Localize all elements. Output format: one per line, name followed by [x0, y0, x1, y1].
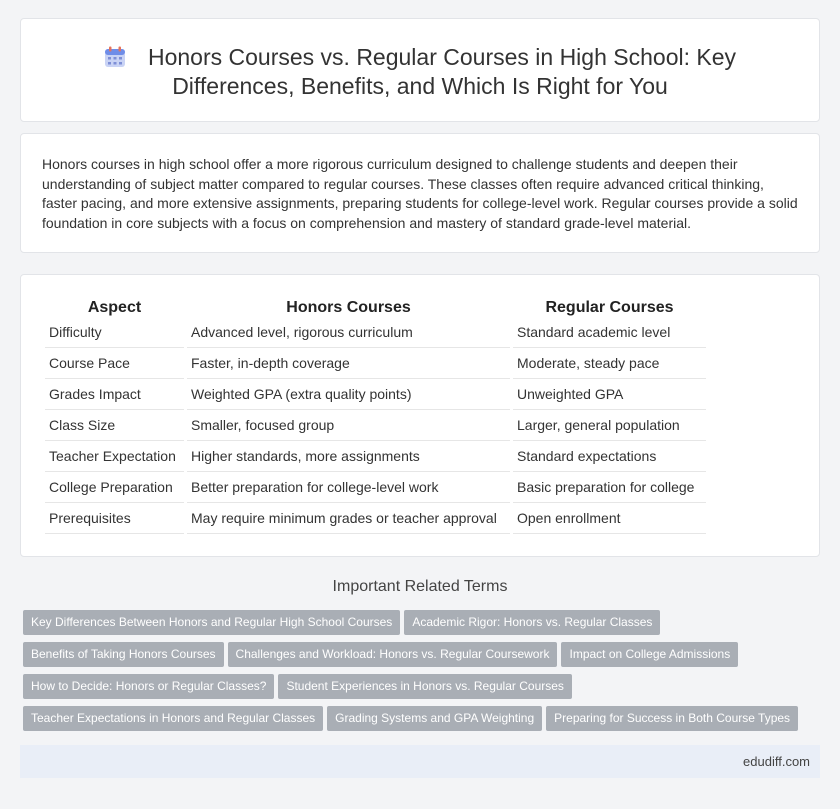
- related-term-link[interactable]: Teacher Expectations in Honors and Regular Classes: [23, 706, 323, 731]
- intro-card: [20, 133, 820, 253]
- intro-text: Honors courses in high school offer a more rigorous curriculum designed to challenge students and deepen their understanding of subject matter compared to regular courses. These classes often require advanced critical thinking, faster pacing, and more extensive assignments, preparing students for college-level work. Regular courses provide a solid foundation in core subjects with a focus on comprehension and mastery of standard grade-level material.: [42, 156, 798, 231]
- table-cell: Standard academic level: [513, 317, 706, 348]
- related-term-link[interactable]: Benefits of Taking Honors Courses: [23, 642, 224, 667]
- footer: [20, 745, 820, 778]
- table-row: [45, 348, 706, 379]
- related-terms-title: Important Related Terms: [332, 578, 508, 595]
- table-cell: Moderate, steady pace: [513, 348, 706, 379]
- table-row: [45, 503, 706, 534]
- comparison-table: [42, 296, 709, 534]
- table-cell: Advanced level, rigorous curriculum: [187, 317, 510, 348]
- table-cell: Grades Impact: [45, 379, 184, 410]
- table-cell: Unweighted GPA: [513, 379, 706, 410]
- related-term-link[interactable]: Student Experiences in Honors vs. Regular Courses: [278, 674, 571, 699]
- table-cell: Weighted GPA (extra quality points): [187, 379, 510, 410]
- related-term-link[interactable]: Grading Systems and GPA Weighting: [327, 706, 542, 731]
- table-row: [45, 441, 706, 472]
- table-cell: Basic preparation for college: [513, 472, 706, 503]
- table-cell: May require minimum grades or teacher approval: [187, 503, 510, 534]
- header-card: [20, 18, 820, 122]
- table-header-aspect: Aspect: [87, 298, 142, 316]
- table-cell: Higher standards, more assignments: [187, 441, 510, 472]
- page-title-wrap: [61, 43, 779, 101]
- comparison-card: [20, 274, 820, 557]
- table-cell: Smaller, focused group: [187, 410, 510, 441]
- table-row: [45, 317, 706, 348]
- table-cell: Faster, in-depth coverage: [187, 348, 510, 379]
- table-cell: Larger, general population: [513, 410, 706, 441]
- table-cell: Course Pace: [45, 348, 184, 379]
- related-term-link[interactable]: Key Differences Between Honors and Regular High School Courses: [23, 610, 400, 635]
- table-cell: Better preparation for college-level work: [187, 472, 510, 503]
- related-terms-list: [23, 610, 823, 738]
- calendar-icon: [104, 46, 126, 68]
- table-cell: College Preparation: [45, 472, 184, 503]
- page-title: Honors Courses vs. Regular Courses in High School: Key Differences, Benefits, and Which Is Right for You: [147, 44, 737, 99]
- table-cell: Teacher Expectation: [45, 441, 184, 472]
- related-term-link[interactable]: Impact on College Admissions: [561, 642, 738, 667]
- table-cell: Class Size: [45, 410, 184, 441]
- table-header-honors: Honors Courses: [286, 298, 411, 316]
- related-term-link[interactable]: How to Decide: Honors or Regular Classes?: [23, 674, 274, 699]
- footer-site[interactable]: edudiff.com: [743, 754, 810, 769]
- table-cell: Prerequisites: [45, 503, 184, 534]
- table-cell: Standard expectations: [513, 441, 706, 472]
- table-cell: Open enrollment: [513, 503, 706, 534]
- table-row: [45, 472, 706, 503]
- related-term-link[interactable]: Preparing for Success in Both Course Types: [546, 706, 798, 731]
- related-term-link[interactable]: Challenges and Workload: Honors vs. Regular Coursework: [228, 642, 558, 667]
- table-row: [45, 379, 706, 410]
- table-cell: Difficulty: [45, 317, 184, 348]
- related-term-link[interactable]: Academic Rigor: Honors vs. Regular Classes: [404, 610, 660, 635]
- table-row: [45, 410, 706, 441]
- table-header-regular: Regular Courses: [545, 298, 674, 316]
